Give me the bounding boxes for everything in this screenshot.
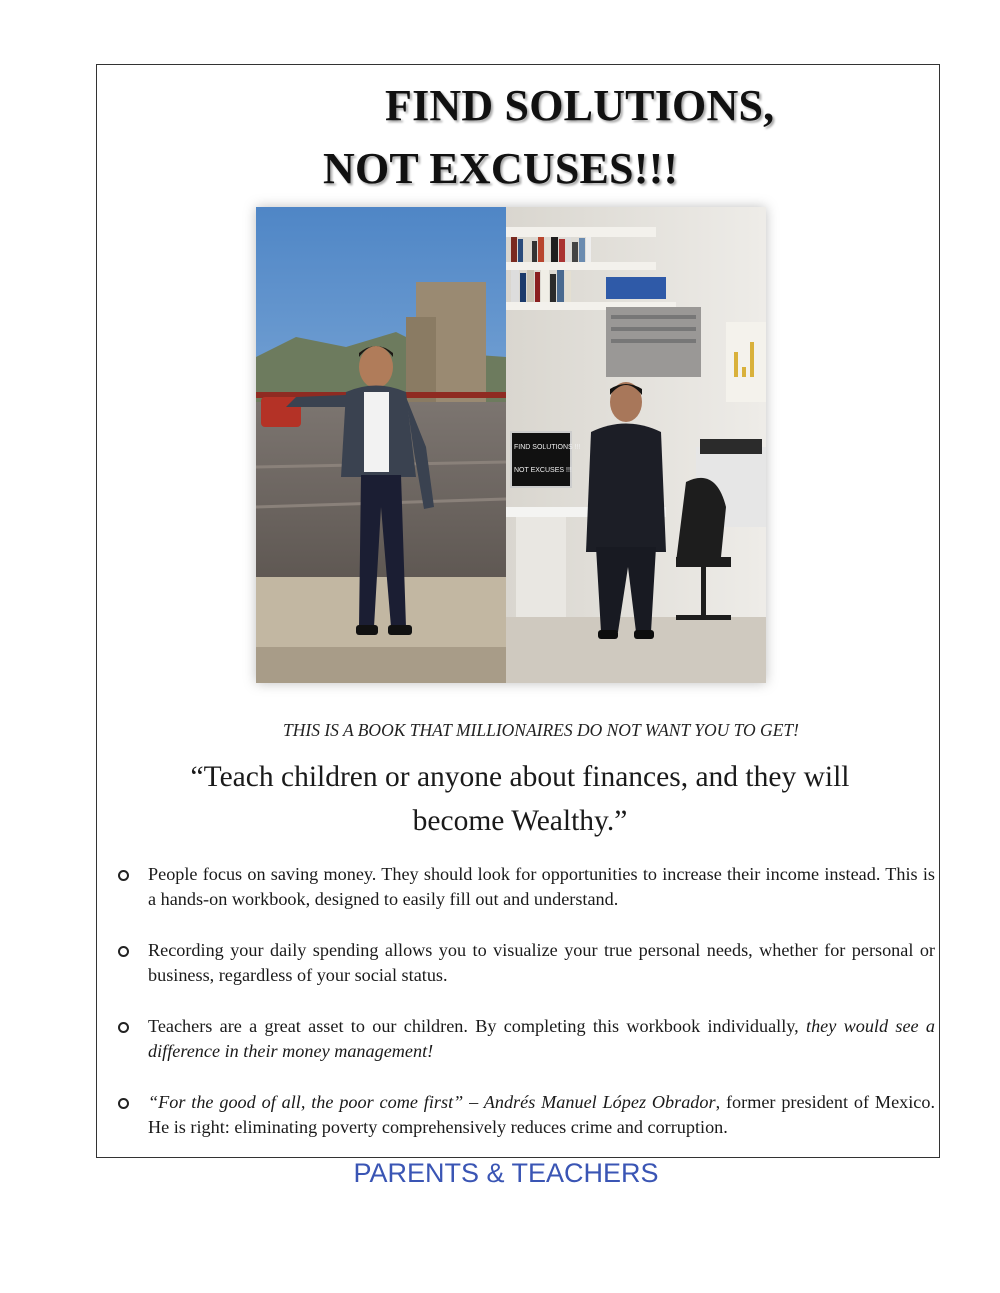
footer-heading: PARENTS & TEACHERS	[353, 1158, 659, 1188]
office-scene	[506, 207, 766, 683]
monitor-text-1: FIND SOLUTIONS !!!	[514, 444, 581, 451]
bullet-text: People focus on saving money. They should look for opportunities to increase their income instead. This is a hands-on workbook, designed to easily fill out and understand.	[148, 864, 935, 909]
monitor-text-2: NOT EXCUSES !!!	[514, 467, 572, 474]
outdoor-scene	[256, 207, 506, 683]
main-quote	[100, 755, 940, 843]
tagline: THIS IS A BOOK THAT MILLIONAIRES DO NOT WANT YOU TO GET!	[283, 720, 799, 740]
bullet-text: Recording your daily spending allows you to visualize your true personal needs, whether for personal or business, regardless of your social status.	[148, 940, 935, 985]
list-item	[115, 862, 935, 914]
bullet-text: , former president of Mexico. He is right: eliminating poverty comprehensively reduces crime and corruption.	[148, 1092, 935, 1137]
list-item	[115, 1014, 935, 1066]
bullet-quote-italic: “For the good of all, the poor come first” – Andrés Manuel López Obrador	[148, 1092, 716, 1112]
bullet-icon	[118, 1098, 129, 1109]
bullet-list	[115, 862, 935, 1163]
bullet-icon	[118, 870, 129, 881]
bullet-icon	[118, 1022, 129, 1033]
title-line-2: NOT EXCUSES!!!	[323, 144, 679, 193]
list-item	[115, 1090, 935, 1139]
list-item	[115, 938, 935, 990]
quote-line-1: “Teach children or anyone about finances, and they will	[190, 761, 850, 793]
bullet-icon	[118, 946, 129, 957]
bullet-text: Teachers are a great asset to our children. By completing this workbook individually,	[148, 1016, 807, 1036]
bullet-text-italic: they would see a difference in their money management!	[148, 1016, 935, 1061]
title-line-1: FIND SOLUTIONS,	[385, 81, 775, 130]
cover-photo	[256, 207, 766, 683]
quote-line-2: become Wealthy.”	[412, 805, 628, 837]
